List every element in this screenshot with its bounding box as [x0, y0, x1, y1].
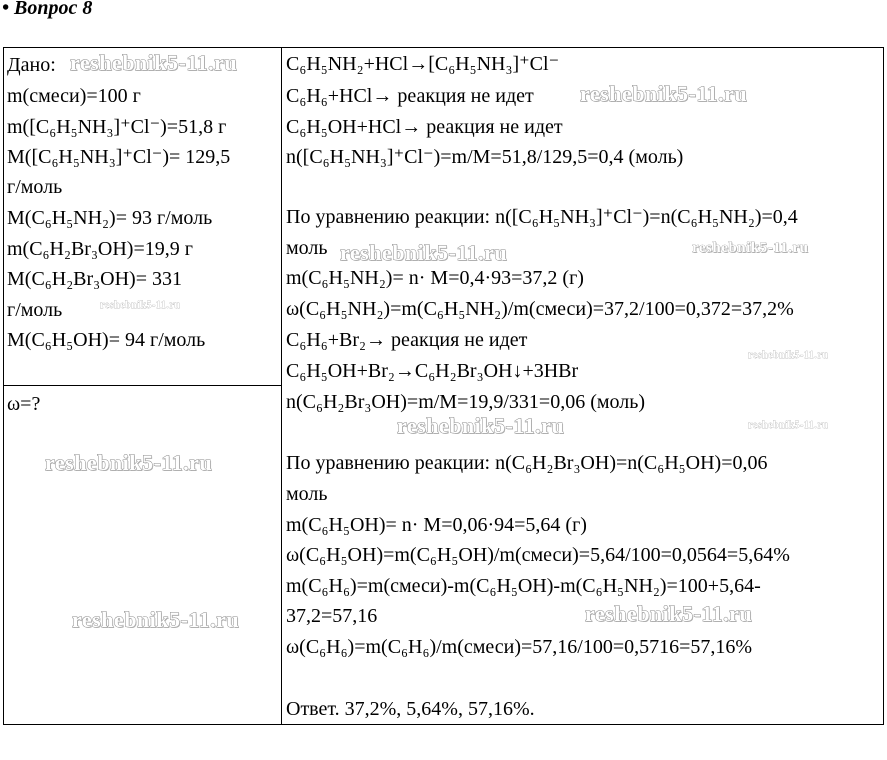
watermark: reshebnik5-11.ru: [580, 81, 748, 106]
watermark: reshebnik5-11.ru: [70, 50, 238, 75]
solution-line: C₆H₆+HCl→ реакция не идет: [286, 85, 534, 107]
question-heading: • Вопрос 8: [2, 0, 93, 19]
watermark: reshebnik5-11.ru: [397, 413, 565, 438]
solution-line: C₆H₆+Br₂→ реакция не идет: [286, 329, 528, 351]
given-line: M(C₆H₅OH)= 94 г/моль: [7, 329, 206, 351]
watermark: reshebnik5-11.ru: [45, 450, 213, 475]
solution-line: n(C₆H₂Br₃OH)=m/M=19,9/331=0,06 (моль): [286, 391, 646, 413]
given-line: г/моль: [7, 176, 63, 198]
given-line: M([C₆H₅NH₃]⁺Cl⁻)= 129,5: [7, 146, 231, 168]
column-divider: [281, 48, 282, 724]
watermark: reshebnik5-11.ru: [748, 420, 829, 431]
given-line: г/моль: [7, 299, 63, 321]
solution-line: ω(C₆H₆)=m(C₆H₆)/m(смеси)=57,16/100=0,5716=57,16%: [286, 636, 753, 658]
watermark: reshebnik5-11.ru: [72, 607, 240, 632]
solution-line: m(C₆H₅NH₂)= n· M=0,4·93=37,2 (г): [286, 267, 584, 289]
given-line: M(C₆H₂Br₃OH)= 331: [7, 268, 182, 290]
solution-line: m(C₆H₆)=m(смеси)-m(C₆H₅OH)-m(C₆H₅NH₂)=100+5,64-: [286, 575, 761, 597]
row-divider: [4, 385, 281, 386]
solution-line: ω(C₆H₅NH₂)=m(C₆H₅NH₂)/m(смеси)=37,2/100=0,372=37,2%: [286, 298, 794, 320]
given-line: m(C₆H₂Br₃OH)=19,9 г: [7, 238, 193, 260]
solution-line: C₆H₅OH+Br₂→C₆H₂Br₃OH↓+3HBr: [286, 360, 579, 382]
given-label: Дано:: [7, 54, 56, 76]
solution-line: n([C₆H₅NH₃]⁺Cl⁻)=m/M=51,8/129,5=0,4 (моль): [286, 146, 684, 168]
watermark: reshebnik5-11.ru: [748, 350, 829, 361]
watermark: reshebnik5-11.ru: [340, 240, 508, 265]
solution-line: моль: [286, 237, 328, 259]
watermark: reshebnik5-11.ru: [585, 601, 753, 626]
find-label: ω=?: [7, 393, 41, 415]
solution-line: По уравнению реакции: n([C₆H₅NH₃]⁺Cl⁻)=n(C₆H₅NH₂)=0,4: [286, 206, 798, 228]
solution-line: 37,2=57,16: [286, 605, 378, 627]
solution-line: m(C₆H₅OH)= n· M=0,06·94=5,64 (г): [286, 514, 587, 536]
answer-line: Ответ. 37,2%, 5,64%, 57,16%.: [286, 698, 535, 720]
solution-line: ω(C₆H₅OH)=m(C₆H₅OH)/m(смеси)=5,64/100=0,0564=5,64%: [286, 544, 790, 566]
watermark: reshebnik5-11.ru: [100, 300, 181, 311]
solution-line: C₆H₅OH+HCl→ реакция не идет: [286, 116, 563, 138]
solution-line: По уравнению реакции: n(C₆H₂Br₃OH)=n(C₆H₅OH)=0,06: [286, 452, 768, 474]
solution-line: моль: [286, 483, 328, 505]
solution-line: C₆H₅NH₂+HCl→[C₆H₅NH₃]⁺Cl⁻: [286, 53, 560, 75]
watermark: reshebnik5-11.ru: [692, 240, 809, 256]
given-line: M(C₆H₅NH₂)= 93 г/моль: [7, 207, 213, 229]
given-line: m(смеси)=100 г: [7, 85, 141, 107]
given-line: m([C₆H₅NH₃]⁺Cl⁻)=51,8 г: [7, 116, 227, 138]
